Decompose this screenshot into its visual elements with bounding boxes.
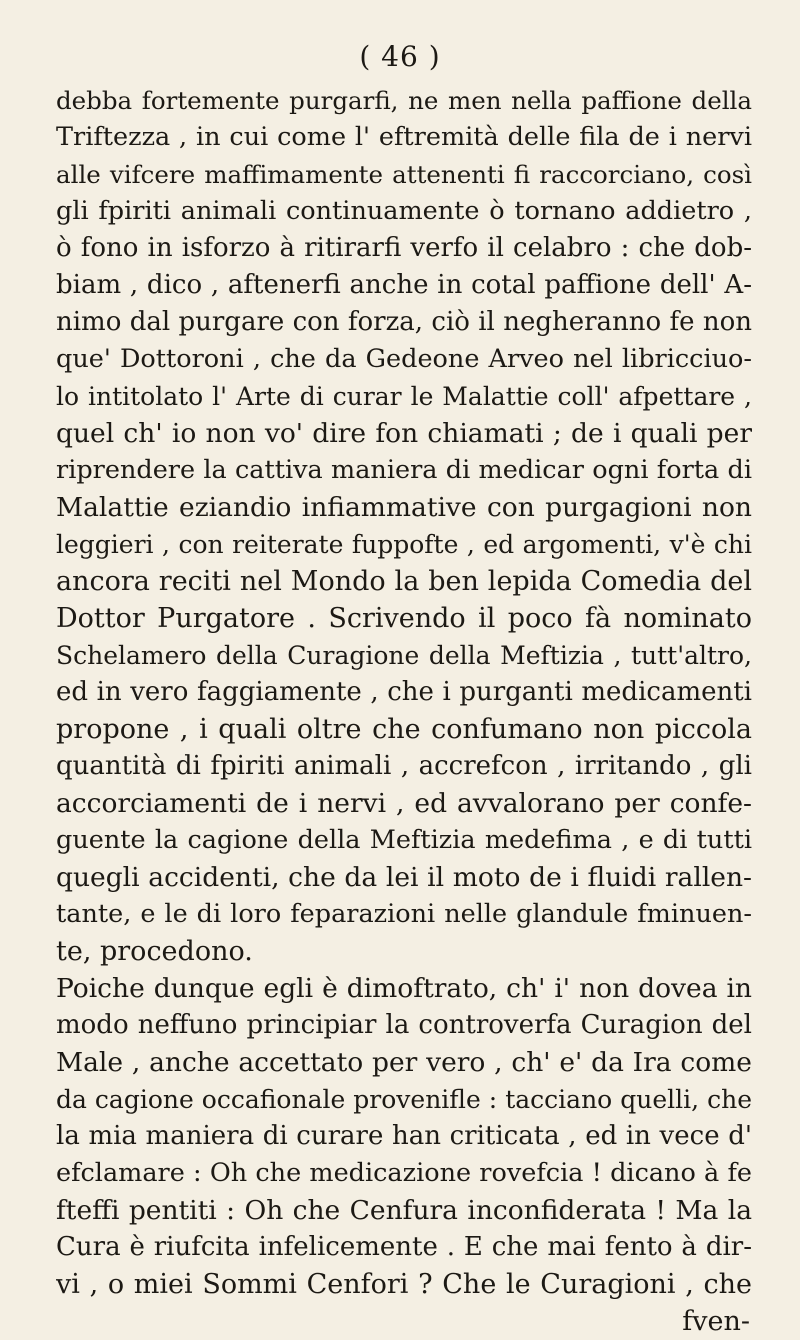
text-line: modo neffuno principiar la controverfa Curagion del xyxy=(56,1010,752,1040)
text-line: vi , o miei Sommi Cenfori ? Che le Curagioni , che xyxy=(56,1269,752,1300)
text-line: Schelamero della Curagione della Meftizia , tutt'altro, xyxy=(56,641,752,670)
text-line: propone , i quali oltre che confumano non piccola xyxy=(56,714,752,745)
text-line: gli fpiriti animali continuamente ò tornano addietro , xyxy=(56,196,752,226)
text-line: quantità di fpiriti animali , accrefcon , irritando , gli xyxy=(56,751,752,781)
body-text xyxy=(56,82,752,1340)
page-number: ( 46 ) xyxy=(359,40,441,73)
text-line: quegli accidenti, che da lei il moto de i fluidi rallen- xyxy=(56,862,752,893)
text-line: Cura è riufcita infelicemente . E che mai fento à dir- xyxy=(56,1232,752,1262)
text-line: ancora reciti nel Mondo la ben lepida Comedia del xyxy=(56,566,752,597)
text-line: accorciamenti de i nervi , ed avvalorano per confe- xyxy=(56,788,752,819)
text-line: la mia maniera di curare han criticata , ed in vece d' xyxy=(56,1121,752,1151)
text-line: Malattie eziandio infiammative con purgagioni non xyxy=(56,492,752,523)
text-line: nimo dal purgare con forza, ciò il negheranno fe non xyxy=(56,307,752,337)
text-line: Male , anche accettato per vero , ch' e' da Ira come xyxy=(56,1047,752,1078)
text-line: Triftezza , in cui come l' eftremità delle fila de i nervi xyxy=(56,122,752,152)
text-line: ò fono in isforzo à ritirarfi verfo il celabro : che dob- xyxy=(56,233,752,263)
text-line: biam , dico , aftenerfi anche in cotal paffione dell' A- xyxy=(56,270,752,300)
text-line: debba fortemente purgarfi, ne men nella paffione della xyxy=(56,86,752,115)
text-line: alle vifcere maffimamente attenenti fi raccorciano, così xyxy=(56,160,752,189)
text-line: tante, e le di loro feparazioni nelle glandule fminuen- xyxy=(56,899,752,929)
text-line: quel ch' io non vo' dire fon chiamati ; de i quali per xyxy=(56,418,752,449)
text-line: riprendere la cattiva maniera di medicar ogni forta di xyxy=(56,455,752,485)
text-line: Poiche dunque egli è dimoftrato, ch' i' non dovea in xyxy=(56,973,752,1004)
text-line: fteffi pentiti : Oh che Cenfura inconfiderata ! Ma la xyxy=(56,1195,752,1226)
text-line: Dottor Purgatore . Scrivendo il poco fà nominato xyxy=(56,603,752,634)
catchword: fven- xyxy=(682,1306,750,1337)
text-line: lo intitolato l' Arte di curar le Malattie coll' afpettare , xyxy=(56,382,752,411)
text-line: que' Dottoroni , che da Gedeone Arveo nel libricciuo- xyxy=(56,344,752,374)
text-line: efclamare : Oh che medicazione rovefcia ! dicano à fe xyxy=(56,1158,752,1188)
text-line: da cagione occafionale provenifle : tacciano quelli, che xyxy=(56,1085,752,1114)
text-line: ed in vero faggiamente , che i purganti medicamenti xyxy=(56,677,752,707)
text-line: guente la cagione della Meftizia medefima , e di tutti xyxy=(56,825,752,855)
text-line: leggieri , con reiterate fuppofte , ed argomenti, v'è chi xyxy=(56,530,752,559)
text-line: te, procedono. xyxy=(56,936,253,967)
